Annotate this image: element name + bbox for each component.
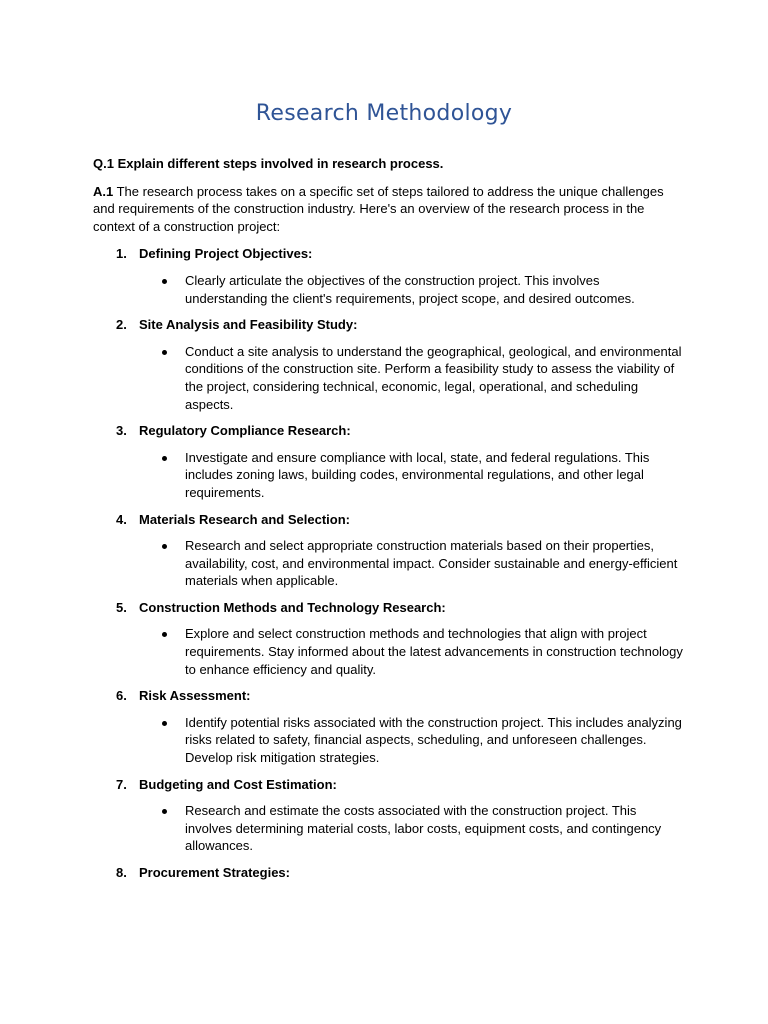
step-item [93,511,683,590]
step-item [93,245,683,307]
step-title: Budgeting and Cost Estimation: [139,776,337,792]
step-item [93,687,683,766]
step-bullet-list [139,449,683,502]
bullet-text: Conduct a site analysis to understand the geographical, geological, and environmental conditions of the construction site. Perform a feasibility study to assess the viability of the project, considering technical, economic, legal, operational, and scheduling aspects. [185,343,682,412]
step-bullet-list [139,272,683,307]
step-title: Materials Research and Selection: [139,511,350,527]
step-number: 4. [116,511,127,527]
step-bullet-list [139,625,683,678]
step-bullet-list [139,802,683,855]
steps-list [93,245,683,881]
bullet-text: Explore and select construction methods and technologies that align with project requirements. Stay informed about the latest advancements in construction technology to enhance efficiency and quality. [185,626,683,677]
bullet-dot-icon [162,350,167,355]
bullet-dot-icon [162,809,167,814]
answer-label: A.1 [93,183,114,199]
step-title: Construction Methods and Technology Research: [139,599,446,615]
bullet-text: Research and select appropriate construction materials based on their properties, availability, cost, and environmental impact. Consider sustainable and energy-efficient materials when applicable. [185,538,678,589]
bullet-item [139,537,683,590]
step-number: 3. [116,423,127,439]
step-number: 7. [116,776,127,792]
bullet-text: Identify potential risks associated with the construction project. This includes analyzing risks related to safety, financial aspects, scheduling, and unforeseen challenges. Develop risk mitigation strategies. [185,714,682,766]
step-item [93,422,683,501]
bullet-text: Investigate and ensure compliance with local, state, and federal regulations. This includes zoning laws, building codes, environmental regulations, and other legal requirements. [185,449,650,500]
bullet-item [139,272,683,307]
bullet-item [139,714,683,767]
bullet-dot-icon [162,544,167,549]
question-text: Q.1 Explain different steps involved in research process. [93,156,444,171]
step-title: Defining Project Objectives: [139,246,313,262]
bullet-item [139,343,683,413]
answer-paragraph [93,183,683,236]
step-number: 8. [116,865,127,880]
step-item [93,776,683,855]
step-bullet-list [139,343,683,413]
bullet-text: Clearly articulate the objectives of the construction project. This involves understanding the client's requirements, project scope, and desired outcomes. [185,272,635,306]
bullet-text: Research and estimate the costs associated with the construction project. This involves determining material costs, labor costs, equipment costs, and contingency allowances. [185,803,662,854]
bullet-item [139,625,683,678]
step-number: 2. [116,317,127,333]
step-item [93,864,683,882]
bullet-dot-icon [162,632,167,637]
bullet-item [139,802,683,855]
page-title: Research Methodology [255,101,513,126]
step-title: Site Analysis and Feasibility Study: [139,317,358,333]
bullet-dot-icon [162,279,167,284]
bullet-dot-icon [162,456,167,461]
step-number: 1. [116,246,127,262]
step-number: 5. [116,599,127,615]
step-number: 6. [116,688,127,704]
step-item [93,316,683,413]
step-title: Risk Assessment: [139,688,251,704]
step-title: Procurement Strategies: [139,865,290,880]
bullet-item [139,449,683,502]
document-body [93,155,683,891]
step-item [93,599,683,678]
bullet-dot-icon [162,721,167,726]
step-bullet-list [139,537,683,590]
step-bullet-list [139,714,683,767]
step-title: Regulatory Compliance Research: [139,423,351,439]
answer-text: The research process takes on a specific set of steps tailored to address the unique challenges and requirements of the construction industry. Here's an overview of the research process in the context of a construction project: [93,183,664,234]
